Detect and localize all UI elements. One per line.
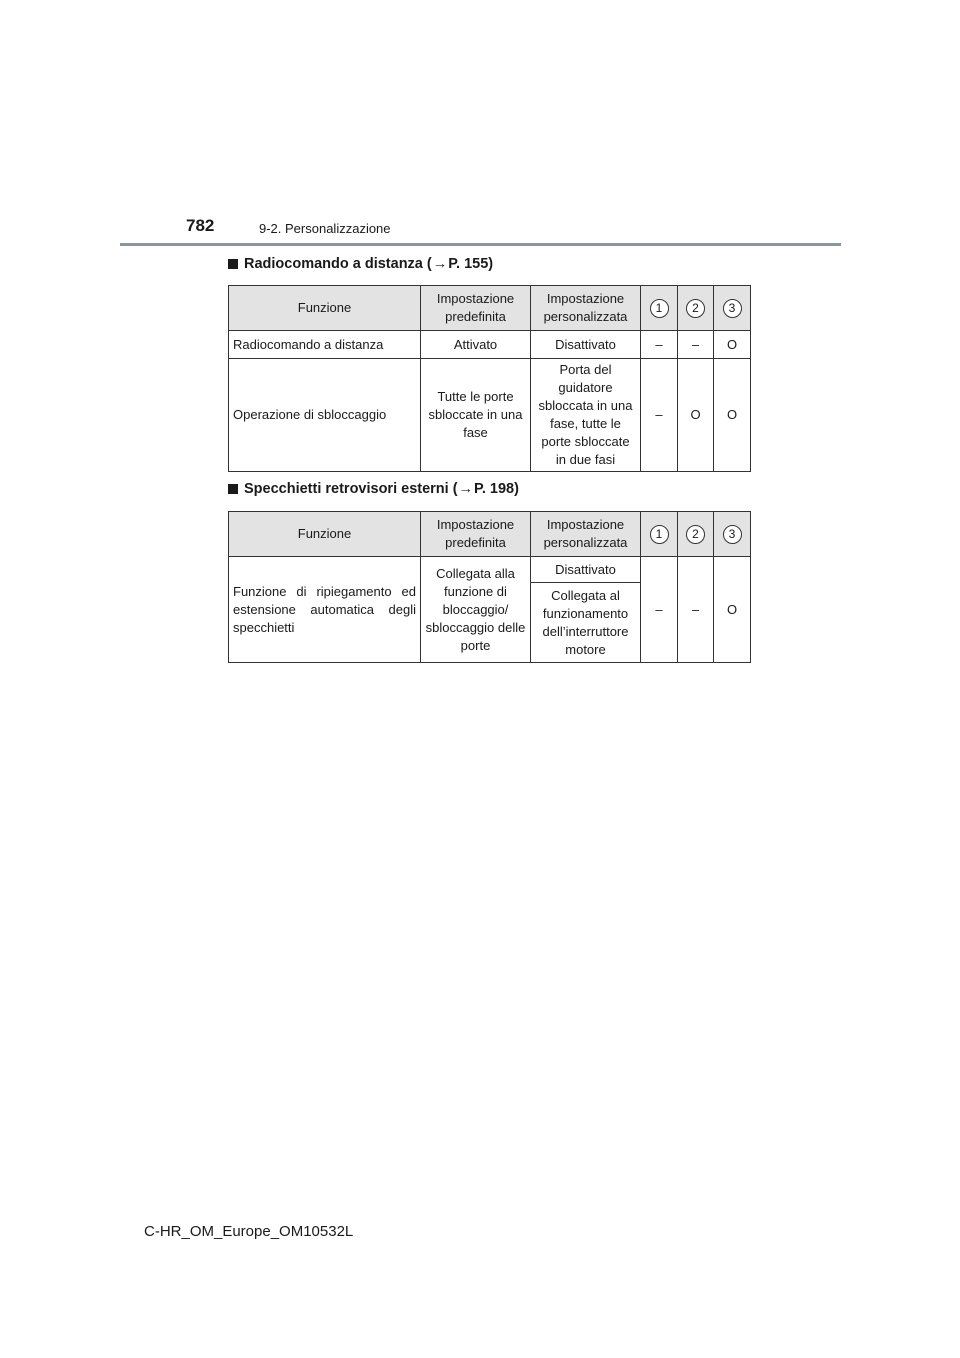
- cell-method-1: –: [641, 557, 678, 663]
- table-row: [229, 557, 751, 583]
- heading-text: Radiocomando a distanza (: [244, 256, 432, 272]
- header-method-2: [678, 286, 714, 331]
- cell-method-3: O: [714, 359, 751, 472]
- table-header-row: [229, 286, 751, 331]
- table-row: [229, 331, 751, 359]
- header-method-1: [641, 286, 678, 331]
- remote-settings-table: [228, 285, 751, 472]
- header-default: Impostazione predefinita: [421, 286, 531, 331]
- cell-custom-option-2: Collegata al funzionamento dell’interruttore motore: [531, 583, 641, 663]
- header-method-3: [714, 286, 751, 331]
- header-custom: Impostazione personalizzata: [531, 286, 641, 331]
- arrow-right-icon: →: [458, 481, 474, 497]
- circled-number-2-icon: 2: [686, 299, 705, 318]
- table-row: [229, 359, 751, 472]
- cell-default: Attivato: [421, 331, 531, 359]
- header-function: Funzione: [229, 286, 421, 331]
- header-method-3: [714, 512, 751, 557]
- header-default: Impostazione predefinita: [421, 512, 531, 557]
- section-heading-mirrors: [228, 481, 519, 497]
- bullet-square-icon: [228, 259, 238, 269]
- page-reference: P. 198): [474, 481, 519, 497]
- section-heading-remote: [228, 256, 493, 272]
- cell-function: Operazione di sbloccaggio: [229, 359, 421, 472]
- circled-number-3-icon: 3: [723, 525, 742, 544]
- circled-number-1-icon: 1: [650, 299, 669, 318]
- cell-method-2: –: [678, 331, 714, 359]
- cell-custom-option-1: Disattivato: [531, 557, 641, 583]
- header-rule: [120, 243, 841, 246]
- cell-method-3: O: [714, 557, 751, 663]
- page-reference: P. 155): [448, 256, 494, 272]
- cell-default: Tutte le porte sbloccate in una fase: [421, 359, 531, 472]
- cell-custom: Disattivato: [531, 331, 641, 359]
- cell-custom: Porta del guidatore sbloccata in una fase, tutte le porte sbloccate in due fasi: [531, 359, 641, 472]
- mirror-settings-table: [228, 511, 751, 663]
- header-method-2: [678, 512, 714, 557]
- cell-function: Funzione di ripiegamento ed estensione automatica degli specchietti: [229, 557, 421, 663]
- document-id: C-HR_OM_Europe_OM10532L: [144, 1223, 354, 1240]
- bullet-square-icon: [228, 484, 238, 494]
- table-header-row: [229, 512, 751, 557]
- header-method-1: [641, 512, 678, 557]
- heading-text: Specchietti retrovisori esterni (: [244, 481, 458, 497]
- circled-number-3-icon: 3: [723, 299, 742, 318]
- circled-number-1-icon: 1: [650, 525, 669, 544]
- header-function: Funzione: [229, 512, 421, 557]
- arrow-right-icon: →: [432, 256, 448, 272]
- cell-method-2: O: [678, 359, 714, 472]
- cell-method-2: –: [678, 557, 714, 663]
- cell-method-3: O: [714, 331, 751, 359]
- page-number: 782: [186, 216, 215, 235]
- cell-method-1: –: [641, 359, 678, 472]
- cell-method-1: –: [641, 331, 678, 359]
- circled-number-2-icon: 2: [686, 525, 705, 544]
- cell-default: Collegata alla funzione di bloccaggio/ sbloccaggio delle porte: [421, 557, 531, 663]
- header-custom: Impostazione personalizzata: [531, 512, 641, 557]
- cell-function: Radiocomando a distanza: [229, 331, 421, 359]
- section-label: 9-2. Personalizzazione: [259, 221, 391, 236]
